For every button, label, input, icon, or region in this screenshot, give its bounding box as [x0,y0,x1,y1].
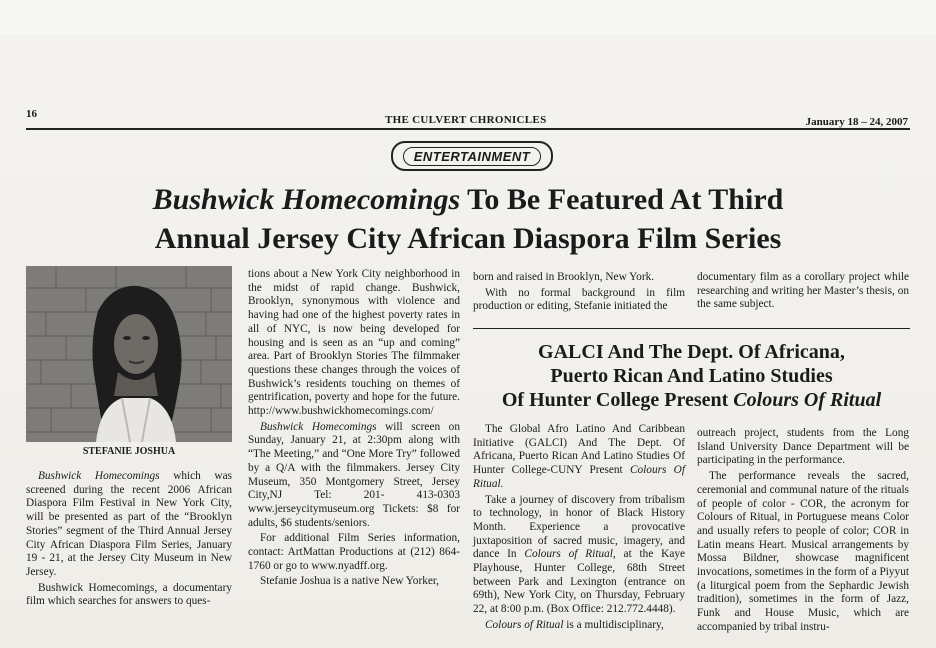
paragraph: born and raised in Brooklyn, New York. [473,271,655,283]
paragraph [473,619,685,633]
article-2-headline-line-1: GALCI And The Dept. Of Africana, [538,341,845,363]
paragraph [473,494,685,617]
article-2-headline [473,340,910,412]
paragraph [26,470,232,580]
section-label: ENTERTAINMENT [403,147,542,166]
film-title: Bushwick Homecomings [260,420,377,433]
event-title: Colours of Ritual [524,548,613,561]
headline-line-1-rest: To Be Featured At Third [460,183,784,216]
article-1-column-4 [697,271,909,314]
headline-text: Of Hunter College Present [501,389,734,411]
issue-date: January 18 – 24, 2007 [805,116,908,128]
article-1-column-2 [248,268,460,591]
paragraph [248,421,460,531]
event-title: Colours Of Ritual [733,389,882,411]
paragraph: With no formal background in film production or editing, Stefanie initiated the [473,286,685,313]
paragraph-text: The Global Afro Latino And Caribbean Initiative (GALCI) And The Dept. Of Africana, Puerto Rican And Latino Studies Of Hunter College-CUNY Present [473,423,685,477]
film-title: Bushwick Homecomings [38,470,160,482]
headline-line-2: Annual Jersey City African Diaspora Film Series [154,222,782,255]
paragraph-text: , at the Kaye Playhouse, Hunter College, 68th Street between Park and Lexington (entrance on 69th), New York City, on Thursday, February 22, at 8:00 p.m. (Box Office: 212.772.4448). [473,548,686,616]
paragraph: The performance reveals the sacred, ceremonial and communal nature of the rituals of people of color - COR, the acronym for Colours of Ritual, in Portuguese means Color and usually refers to people of color; COR in Latin means Heart. Musical arrangements by Mossa Bildner, showcase magnificent invocations, sometimes in the form of a Piyyut (a liturgical poem from the Sephardic Jewish tradition), sometimes in the form of Jazz, Funk and House Music, which are accompanied by tribal instru- [697,470,909,633]
section-banner [391,141,553,171]
photo-caption: STEFANIE JOSHUA [82,446,176,457]
article-2-headline-line-3 [473,388,910,412]
paragraph [473,423,685,492]
paragraph-text: will screen on Sunday, January 21, at 2:30pm along with “The Meeting,” and “One More Try” followed by a Q/A with the filmmakers. Jersey City Museum, 350 Montgomery Street, Jersey City,NJ Tel: 201- 413-0303 www.jerseycitymuseum.org Tickets: $8 for adults, $6 students/seniors. [248,420,460,529]
article-2-column-2 [697,427,909,637]
header-rule [26,128,910,130]
paragraph-text: Take a journey of discovery from tribalism to technology, in honor of Black History Month. Experience a provocative juxtaposition of sacred music, imagery, and dance In [473,493,685,561]
article-1-column-3 [473,271,685,316]
article-1-column-1 [26,470,232,611]
paragraph: For additional Film Series information, contact: ArtMattan Productions at (212) 864-1760 or go to www.nyadff.org. [248,532,460,572]
paragraph-text: is a multidisciplinary, [563,618,664,631]
paragraph: outreach project, students from the Long Island University Dance Department will be participating in the performance. [697,427,909,467]
event-title: Colours Of Ritual. [473,464,685,490]
paragraph: tions about a New York City neighborhood in the midst of rapid change. Bushwick, Brooklyn, synonymous with violence and having had one of the highest poverty rates in all of NYC, is now being developed for housing and is seen as an “up and coming” area. Part of Brooklyn Stories The filmmaker questions these changes through the voices of Bushwick’s residents touching on themes of gentrification, poverty and hope for the future. http://www.bushwickhomecomings.com/ [248,268,460,418]
page-number: 16 [26,108,37,120]
article-divider [473,328,910,329]
portrait-image [26,266,232,442]
article-2-headline-line-2: Puerto Rican And Latino Studies [550,365,833,387]
scan-margin [0,0,936,34]
paragraph: Stefanie Joshua is a native New Yorker, [260,575,440,588]
paragraph-text: which was screened during the recent 2006 African Diaspora Film Festival in New York City, will be presented as part of the “Brooklyn Stories” segment of the Third Annual Jersey City African Diaspora Film Series, January 19 - 21, at the Jersey City Museum in New Jersey. [26,470,232,578]
headline-line-1 [26,183,910,217]
article-2-column-1 [473,423,685,635]
portrait-photo [26,266,232,442]
paragraph: documentary film as a corollary project while researching and writing her Master’s thesis, on the same subject. [697,271,909,311]
paragraph: Bushwick Homecomings, a documentary film which searches for answers to ques- [26,581,232,608]
event-title: Colours of Ritual [485,618,564,631]
headline-film-title: Bushwick Homecomings [152,183,461,216]
masthead: THE CULVERT CHRONICLES [385,114,547,126]
